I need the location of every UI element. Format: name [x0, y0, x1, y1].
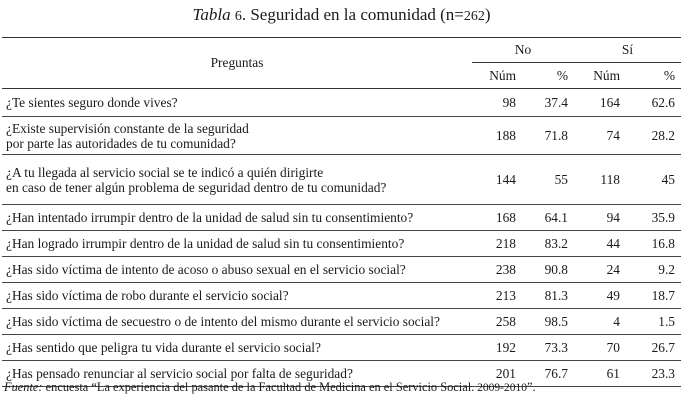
si-pct-cell: 26.7 [626, 335, 681, 361]
no-pct-cell: 98.5 [522, 309, 574, 335]
si-pct-cell: 45 [626, 155, 681, 205]
si-num-cell: 44 [574, 231, 626, 257]
table-row [2, 231, 681, 257]
si-pct-cell: 18.7 [626, 283, 681, 309]
si-pct-cell: 62.6 [626, 89, 681, 117]
si-num-cell: 61 [574, 361, 626, 387]
table-title-prefix: Tabla [192, 5, 231, 24]
question-cell [2, 155, 472, 205]
question-cell: ¿Has sido víctima de robo durante el servicio social? [2, 283, 472, 309]
table-row [2, 309, 681, 335]
question-text: ¿Existe supervisión constante de la seguridad [6, 120, 249, 136]
no-pct-cell: 64.1 [522, 205, 574, 231]
table-title-close: ) [484, 5, 491, 24]
source-years: 2009-2010 [474, 382, 528, 394]
table-title-number: 6 [234, 9, 242, 24]
header-group-no: No [472, 38, 574, 63]
header-si-num: Núm [574, 63, 626, 89]
table-row [2, 257, 681, 283]
si-num-cell: 4 [574, 309, 626, 335]
question-cell [2, 117, 472, 155]
question-cell: ¿Han intentado irrumpir dentro de la unidad de salud sin tu consentimiento? [2, 205, 472, 231]
no-num-cell: 188 [472, 117, 522, 155]
table-row [2, 283, 681, 309]
si-pct-cell: 23.3 [626, 361, 681, 387]
no-pct-cell: 81.3 [522, 283, 574, 309]
table-row [2, 335, 681, 361]
si-num-cell: 49 [574, 283, 626, 309]
no-num-cell: 192 [472, 335, 522, 361]
security-table [2, 37, 681, 387]
source-label: Fuente: [4, 380, 43, 394]
table-row [2, 89, 681, 117]
no-num-cell: 238 [472, 257, 522, 283]
table-row [2, 205, 681, 231]
si-pct-cell: 16.8 [626, 231, 681, 257]
no-pct-cell: 76.7 [522, 361, 574, 387]
question-text-cont: por parte las autoridades de tu comunidad? [6, 135, 236, 151]
table-title-n: 262 [463, 9, 485, 24]
header-no-pct: % [522, 63, 574, 89]
no-pct-cell: 37.4 [522, 89, 574, 117]
no-num-cell: 168 [472, 205, 522, 231]
no-num-cell: 218 [472, 231, 522, 257]
question-text: ¿Te sientes seguro donde vives? [6, 95, 178, 110]
header-no-num: Núm [472, 63, 522, 89]
no-num-cell: 258 [472, 309, 522, 335]
no-pct-cell: 73.3 [522, 335, 574, 361]
question-text-cont: en caso de tener algún problema de seguridad dentro de tu comunidad? [6, 179, 387, 195]
si-num-cell: 164 [574, 89, 626, 117]
header-group-si: Sí [574, 38, 681, 63]
si-pct-cell: 28.2 [626, 117, 681, 155]
header-si-pct: % [626, 63, 681, 89]
no-num-cell: 144 [472, 155, 522, 205]
question-text: ¿A tu llegada al servicio social se te indicó a quién dirigirte [6, 164, 324, 180]
question-cell: ¿Has sido víctima de intento de acoso o abuso sexual en el servicio social? [2, 257, 472, 283]
table-title-text: . Seguridad en la comunidad (n= [241, 5, 464, 24]
question-cell [2, 89, 472, 117]
no-num-cell: 98 [472, 89, 522, 117]
table-row [2, 155, 681, 205]
source-end: ”. [527, 380, 536, 394]
table-title [0, 4, 683, 28]
header-questions: Preguntas [2, 38, 472, 89]
question-cell: ¿Has sido víctima de secuestro o de intento del mismo durante el servicio social? [2, 309, 472, 335]
si-num-cell: 74 [574, 117, 626, 155]
si-pct-cell: 1.5 [626, 309, 681, 335]
no-pct-cell: 90.8 [522, 257, 574, 283]
source-text: encuesta “La experiencia del pasante de la Facultad de Medicina en el Servicio Social. [42, 380, 475, 394]
question-cell: ¿Has sentido que peligra tu vida durante el servicio social? [2, 335, 472, 361]
table-row [2, 117, 681, 155]
no-pct-cell: 71.8 [522, 117, 574, 155]
si-num-cell: 118 [574, 155, 626, 205]
no-pct-cell: 55 [522, 155, 574, 205]
question-cell: ¿Has pensado renunciar al servicio social por falta de seguridad? [2, 361, 472, 387]
no-num-cell: 201 [472, 361, 522, 387]
no-pct-cell: 83.2 [522, 231, 574, 257]
question-cell: ¿Han logrado irrumpir dentro de la unidad de salud sin tu consentimiento? [2, 231, 472, 257]
si-num-cell: 94 [574, 205, 626, 231]
si-num-cell: 24 [574, 257, 626, 283]
si-num-cell: 70 [574, 335, 626, 361]
si-pct-cell: 9.2 [626, 257, 681, 283]
table-source-note [4, 380, 536, 395]
si-pct-cell: 35.9 [626, 205, 681, 231]
no-num-cell: 213 [472, 283, 522, 309]
